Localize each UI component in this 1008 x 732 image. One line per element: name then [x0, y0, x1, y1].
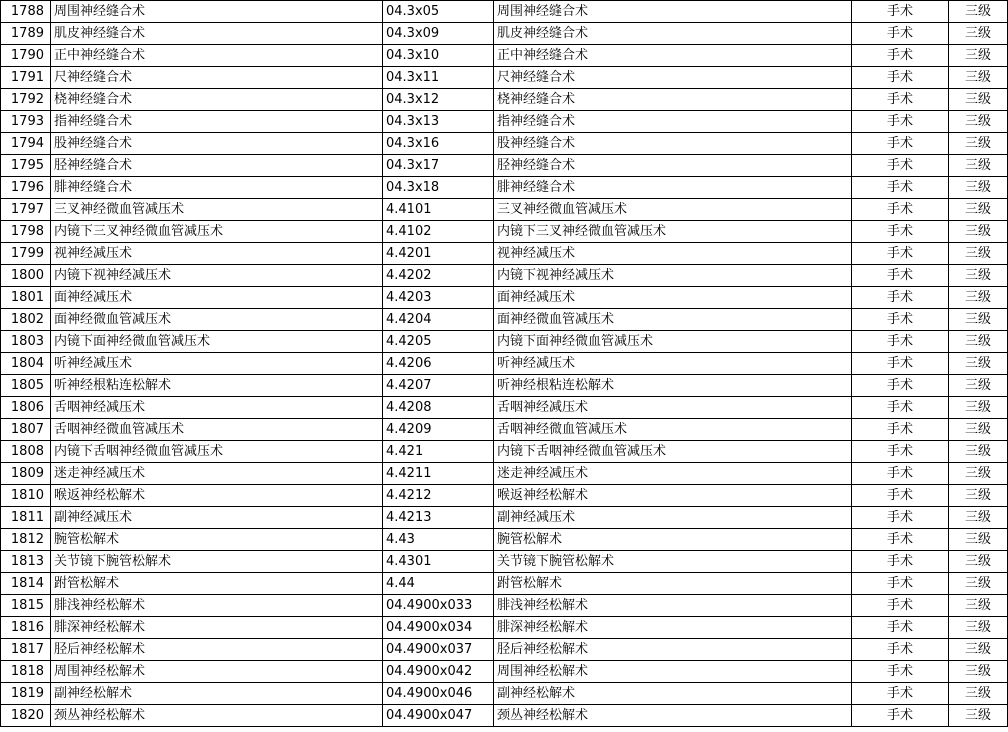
- table-row: [1, 397, 1008, 419]
- procedure-name-standard-cell[interactable]: 腕管松解术: [494, 529, 852, 551]
- procedure-type-cell[interactable]: 手术: [852, 155, 949, 177]
- procedure-code-cell[interactable]: 4.4202: [383, 265, 494, 287]
- procedure-name-standard-cell[interactable]: 副神经减压术: [494, 507, 852, 529]
- procedure-type-cell[interactable]: 手术: [852, 639, 949, 661]
- procedure-level-cell[interactable]: 三级: [949, 529, 1008, 551]
- procedure-name-standard-cell[interactable]: 肌皮神经缝合术: [494, 23, 852, 45]
- table-row: [1, 67, 1008, 89]
- procedure-type-cell[interactable]: 手术: [852, 331, 949, 353]
- table-row: [1, 661, 1008, 683]
- procedure-type-cell[interactable]: 手术: [852, 353, 949, 375]
- procedure-level-cell[interactable]: 三级: [949, 661, 1008, 683]
- table-row: [1, 485, 1008, 507]
- procedure-name-cell[interactable]: 周围神经松解术: [51, 661, 383, 683]
- table-row: [1, 551, 1008, 573]
- procedure-code-cell[interactable]: 04.3x13: [383, 111, 494, 133]
- procedure-type-cell[interactable]: 手术: [852, 111, 949, 133]
- procedure-level-cell[interactable]: 三级: [949, 221, 1008, 243]
- procedure-type-cell[interactable]: 手术: [852, 287, 949, 309]
- procedure-name-cell[interactable]: 腓深神经松解术: [51, 617, 383, 639]
- procedure-name-cell[interactable]: 跗管松解术: [51, 573, 383, 595]
- procedure-name-cell[interactable]: 副神经松解术: [51, 683, 383, 705]
- procedure-level-cell[interactable]: 三级: [949, 441, 1008, 463]
- table-row: [1, 309, 1008, 331]
- procedure-name-cell[interactable]: 腕管松解术: [51, 529, 383, 551]
- row-number-cell[interactable]: 1820: [1, 705, 51, 727]
- procedure-name-cell[interactable]: 周围神经缝合术: [51, 1, 383, 23]
- procedure-code-cell[interactable]: 4.4206: [383, 353, 494, 375]
- row-number-cell[interactable]: 1802: [1, 309, 51, 331]
- procedure-name-standard-cell[interactable]: 胫神经缝合术: [494, 155, 852, 177]
- procedure-type-cell[interactable]: 手术: [852, 45, 949, 67]
- procedure-type-cell[interactable]: 手术: [852, 441, 949, 463]
- row-number-cell[interactable]: 1805: [1, 375, 51, 397]
- table-row: [1, 1, 1008, 23]
- procedure-type-cell[interactable]: 手术: [852, 199, 949, 221]
- procedure-level-cell[interactable]: 三级: [949, 155, 1008, 177]
- procedure-type-cell[interactable]: 手术: [852, 243, 949, 265]
- procedure-type-cell[interactable]: 手术: [852, 573, 949, 595]
- procedure-type-cell[interactable]: 手术: [852, 1, 949, 23]
- procedure-name-standard-cell[interactable]: 内镜下面神经微血管减压术: [494, 331, 852, 353]
- procedure-code-cell[interactable]: 04.4900x046: [383, 683, 494, 705]
- procedure-type-cell[interactable]: 手术: [852, 375, 949, 397]
- procedure-name-standard-cell[interactable]: 腓深神经松解术: [494, 617, 852, 639]
- procedure-code-cell[interactable]: 4.4213: [383, 507, 494, 529]
- procedure-type-cell[interactable]: 手术: [852, 507, 949, 529]
- row-number-cell[interactable]: 1801: [1, 287, 51, 309]
- procedure-code-cell[interactable]: 4.44: [383, 573, 494, 595]
- row-number-cell[interactable]: 1812: [1, 529, 51, 551]
- procedure-level-cell[interactable]: 三级: [949, 705, 1008, 727]
- table-row: [1, 529, 1008, 551]
- procedure-level-cell[interactable]: 三级: [949, 89, 1008, 111]
- procedure-table-body: [1, 1, 1008, 727]
- table-row: [1, 23, 1008, 45]
- procedure-name-cell[interactable]: 腓神经缝合术: [51, 177, 383, 199]
- procedure-code-cell[interactable]: 04.4900x034: [383, 617, 494, 639]
- procedure-code-cell[interactable]: 04.4900x042: [383, 661, 494, 683]
- procedure-type-cell[interactable]: 手术: [852, 221, 949, 243]
- procedure-code-cell[interactable]: 04.3x10: [383, 45, 494, 67]
- procedure-name-standard-cell[interactable]: 颈丛神经松解术: [494, 705, 852, 727]
- row-number-cell[interactable]: 1796: [1, 177, 51, 199]
- row-number-cell[interactable]: 1791: [1, 67, 51, 89]
- table-row: [1, 375, 1008, 397]
- procedure-name-standard-cell[interactable]: 尺神经缝合术: [494, 67, 852, 89]
- procedure-code-cell[interactable]: 04.3x11: [383, 67, 494, 89]
- procedure-name-cell[interactable]: 内镜下舌咽神经微血管减压术: [51, 441, 383, 463]
- procedure-name-cell[interactable]: 三叉神经微血管减压术: [51, 199, 383, 221]
- procedure-level-cell[interactable]: 三级: [949, 265, 1008, 287]
- table-row: [1, 287, 1008, 309]
- procedure-name-cell[interactable]: 颈丛神经松解术: [51, 705, 383, 727]
- row-number-cell[interactable]: 1813: [1, 551, 51, 573]
- procedure-name-cell[interactable]: 迷走神经减压术: [51, 463, 383, 485]
- table-row: [1, 705, 1008, 727]
- procedure-name-cell[interactable]: 面神经减压术: [51, 287, 383, 309]
- procedure-level-cell[interactable]: 三级: [949, 463, 1008, 485]
- procedure-name-cell[interactable]: 内镜下三叉神经微血管减压术: [51, 221, 383, 243]
- procedure-type-cell[interactable]: 手术: [852, 529, 949, 551]
- procedure-code-cell[interactable]: 4.43: [383, 529, 494, 551]
- procedure-name-cell[interactable]: 股神经缝合术: [51, 133, 383, 155]
- procedure-level-cell[interactable]: 三级: [949, 111, 1008, 133]
- procedure-type-cell[interactable]: 手术: [852, 397, 949, 419]
- procedure-name-standard-cell[interactable]: 周围神经缝合术: [494, 1, 852, 23]
- procedure-name-standard-cell[interactable]: 三叉神经微血管减压术: [494, 199, 852, 221]
- procedure-name-standard-cell[interactable]: 内镜下舌咽神经微血管减压术: [494, 441, 852, 463]
- table-row: [1, 353, 1008, 375]
- procedure-type-cell[interactable]: 手术: [852, 485, 949, 507]
- procedure-level-cell[interactable]: 三级: [949, 243, 1008, 265]
- procedure-name-standard-cell[interactable]: 周围神经松解术: [494, 661, 852, 683]
- procedure-type-cell[interactable]: 手术: [852, 683, 949, 705]
- table-row: [1, 683, 1008, 705]
- row-number-cell[interactable]: 1800: [1, 265, 51, 287]
- row-number-cell[interactable]: 1815: [1, 595, 51, 617]
- procedure-type-cell[interactable]: 手术: [852, 617, 949, 639]
- procedure-type-cell[interactable]: 手术: [852, 265, 949, 287]
- procedure-code-cell[interactable]: 04.4900x033: [383, 595, 494, 617]
- row-number-cell[interactable]: 1790: [1, 45, 51, 67]
- table-row: [1, 221, 1008, 243]
- row-number-cell[interactable]: 1809: [1, 463, 51, 485]
- procedure-name-standard-cell[interactable]: 听神经减压术: [494, 353, 852, 375]
- procedure-code-cell[interactable]: 04.3x18: [383, 177, 494, 199]
- procedure-level-cell[interactable]: 三级: [949, 419, 1008, 441]
- table-row: [1, 45, 1008, 67]
- procedure-type-cell[interactable]: 手术: [852, 67, 949, 89]
- procedure-name-standard-cell[interactable]: 关节镜下腕管松解术: [494, 551, 852, 573]
- procedure-level-cell[interactable]: 三级: [949, 331, 1008, 353]
- procedure-code-cell[interactable]: 4.4102: [383, 221, 494, 243]
- procedure-code-cell[interactable]: 4.4201: [383, 243, 494, 265]
- table-row: [1, 441, 1008, 463]
- row-number-cell[interactable]: 1788: [1, 1, 51, 23]
- procedure-name-standard-cell[interactable]: 指神经缝合术: [494, 111, 852, 133]
- procedure-name-cell[interactable]: 听神经减压术: [51, 353, 383, 375]
- procedure-level-cell[interactable]: 三级: [949, 287, 1008, 309]
- row-number-cell[interactable]: 1814: [1, 573, 51, 595]
- procedure-type-cell[interactable]: 手术: [852, 463, 949, 485]
- procedure-code-cell[interactable]: 4.4203: [383, 287, 494, 309]
- procedure-level-cell[interactable]: 三级: [949, 617, 1008, 639]
- procedure-level-cell[interactable]: 三级: [949, 595, 1008, 617]
- procedure-level-cell[interactable]: 三级: [949, 573, 1008, 595]
- procedure-type-cell[interactable]: 手术: [852, 705, 949, 727]
- procedure-code-cell[interactable]: 04.3x09: [383, 23, 494, 45]
- row-number-cell[interactable]: 1819: [1, 683, 51, 705]
- procedure-level-cell[interactable]: 三级: [949, 45, 1008, 67]
- procedure-name-cell[interactable]: 桡神经缝合术: [51, 89, 383, 111]
- table-row: [1, 155, 1008, 177]
- procedure-name-standard-cell[interactable]: 喉返神经松解术: [494, 485, 852, 507]
- procedure-name-cell[interactable]: 喉返神经松解术: [51, 485, 383, 507]
- procedure-type-cell[interactable]: 手术: [852, 551, 949, 573]
- row-number-cell[interactable]: 1808: [1, 441, 51, 463]
- procedure-level-cell[interactable]: 三级: [949, 309, 1008, 331]
- procedure-level-cell[interactable]: 三级: [949, 1, 1008, 23]
- procedure-name-cell[interactable]: 内镜下面神经微血管减压术: [51, 331, 383, 353]
- row-number-cell[interactable]: 1803: [1, 331, 51, 353]
- procedure-name-cell[interactable]: 视神经减压术: [51, 243, 383, 265]
- procedure-type-cell[interactable]: 手术: [852, 661, 949, 683]
- table-row: [1, 199, 1008, 221]
- row-number-cell[interactable]: 1810: [1, 485, 51, 507]
- procedure-name-cell[interactable]: 舌咽神经减压术: [51, 397, 383, 419]
- procedure-level-cell[interactable]: 三级: [949, 67, 1008, 89]
- procedure-level-cell[interactable]: 三级: [949, 177, 1008, 199]
- table-row: [1, 463, 1008, 485]
- procedure-type-cell[interactable]: 手术: [852, 595, 949, 617]
- procedure-name-cell[interactable]: 正中神经缝合术: [51, 45, 383, 67]
- procedure-name-standard-cell[interactable]: 面神经减压术: [494, 287, 852, 309]
- table-row: [1, 639, 1008, 661]
- procedure-code-cell[interactable]: 4.4211: [383, 463, 494, 485]
- procedure-level-cell[interactable]: 三级: [949, 353, 1008, 375]
- procedure-code-cell[interactable]: 04.3x17: [383, 155, 494, 177]
- procedure-code-cell[interactable]: 04.3x05: [383, 1, 494, 23]
- procedure-level-cell[interactable]: 三级: [949, 199, 1008, 221]
- table-row: [1, 595, 1008, 617]
- procedure-name-cell[interactable]: 听神经根粘连松解术: [51, 375, 383, 397]
- procedure-code-cell[interactable]: 4.4205: [383, 331, 494, 353]
- procedure-name-standard-cell[interactable]: 桡神经缝合术: [494, 89, 852, 111]
- procedure-level-cell[interactable]: 三级: [949, 551, 1008, 573]
- procedure-level-cell[interactable]: 三级: [949, 639, 1008, 661]
- procedure-name-standard-cell[interactable]: 副神经松解术: [494, 683, 852, 705]
- procedure-level-cell[interactable]: 三级: [949, 397, 1008, 419]
- procedure-name-standard-cell[interactable]: 正中神经缝合术: [494, 45, 852, 67]
- procedure-name-standard-cell[interactable]: 面神经微血管减压术: [494, 309, 852, 331]
- procedure-name-standard-cell[interactable]: 腓神经缝合术: [494, 177, 852, 199]
- table-row: [1, 89, 1008, 111]
- procedure-name-cell[interactable]: 舌咽神经微血管减压术: [51, 419, 383, 441]
- procedure-level-cell[interactable]: 三级: [949, 485, 1008, 507]
- table-row: [1, 133, 1008, 155]
- row-number-cell[interactable]: 1807: [1, 419, 51, 441]
- procedure-name-cell[interactable]: 副神经减压术: [51, 507, 383, 529]
- row-number-cell[interactable]: 1804: [1, 353, 51, 375]
- procedure-code-cell[interactable]: 4.4209: [383, 419, 494, 441]
- table-row: [1, 111, 1008, 133]
- table-row: [1, 177, 1008, 199]
- procedure-name-cell[interactable]: 尺神经缝合术: [51, 67, 383, 89]
- procedure-name-standard-cell[interactable]: 听神经根粘连松解术: [494, 375, 852, 397]
- procedure-type-cell[interactable]: 手术: [852, 133, 949, 155]
- procedure-name-cell[interactable]: 内镜下视神经减压术: [51, 265, 383, 287]
- row-number-cell[interactable]: 1811: [1, 507, 51, 529]
- procedure-name-standard-cell[interactable]: 舌咽神经减压术: [494, 397, 852, 419]
- procedure-type-cell[interactable]: 手术: [852, 309, 949, 331]
- procedure-code-cell[interactable]: 04.4900x047: [383, 705, 494, 727]
- procedure-name-standard-cell[interactable]: 视神经减压术: [494, 243, 852, 265]
- procedure-level-cell[interactable]: 三级: [949, 683, 1008, 705]
- row-number-cell[interactable]: 1816: [1, 617, 51, 639]
- row-number-cell[interactable]: 1793: [1, 111, 51, 133]
- procedure-code-cell[interactable]: 04.3x12: [383, 89, 494, 111]
- row-number-cell[interactable]: 1795: [1, 155, 51, 177]
- procedure-code-cell[interactable]: 4.4204: [383, 309, 494, 331]
- procedure-code-cell[interactable]: 4.4212: [383, 485, 494, 507]
- row-number-cell[interactable]: 1799: [1, 243, 51, 265]
- row-number-cell[interactable]: 1792: [1, 89, 51, 111]
- procedure-type-cell[interactable]: 手术: [852, 89, 949, 111]
- procedure-code-cell[interactable]: 04.4900x037: [383, 639, 494, 661]
- row-number-cell[interactable]: 1806: [1, 397, 51, 419]
- row-number-cell[interactable]: 1797: [1, 199, 51, 221]
- procedure-type-cell[interactable]: 手术: [852, 23, 949, 45]
- procedure-name-standard-cell[interactable]: 内镜下视神经减压术: [494, 265, 852, 287]
- procedure-level-cell[interactable]: 三级: [949, 23, 1008, 45]
- row-number-cell[interactable]: 1818: [1, 661, 51, 683]
- procedure-name-standard-cell[interactable]: 胫后神经松解术: [494, 639, 852, 661]
- procedure-type-cell[interactable]: 手术: [852, 177, 949, 199]
- procedure-level-cell[interactable]: 三级: [949, 133, 1008, 155]
- table-row: [1, 507, 1008, 529]
- procedure-code-cell[interactable]: 04.3x16: [383, 133, 494, 155]
- procedure-type-cell[interactable]: 手术: [852, 419, 949, 441]
- table-row: [1, 331, 1008, 353]
- table-row: [1, 573, 1008, 595]
- row-number-cell[interactable]: 1794: [1, 133, 51, 155]
- procedure-name-standard-cell[interactable]: 内镜下三叉神经微血管减压术: [494, 221, 852, 243]
- procedure-name-cell[interactable]: 指神经缝合术: [51, 111, 383, 133]
- procedure-name-standard-cell[interactable]: 腓浅神经松解术: [494, 595, 852, 617]
- procedure-name-cell[interactable]: 关节镜下腕管松解术: [51, 551, 383, 573]
- procedure-name-standard-cell[interactable]: 股神经缝合术: [494, 133, 852, 155]
- procedure-code-cell[interactable]: 4.4207: [383, 375, 494, 397]
- table-row: [1, 243, 1008, 265]
- procedure-code-cell[interactable]: 4.4208: [383, 397, 494, 419]
- procedure-name-cell[interactable]: 肌皮神经缝合术: [51, 23, 383, 45]
- procedure-name-cell[interactable]: 面神经微血管减压术: [51, 309, 383, 331]
- procedure-name-standard-cell[interactable]: 迷走神经减压术: [494, 463, 852, 485]
- procedure-name-cell[interactable]: 腓浅神经松解术: [51, 595, 383, 617]
- procedure-name-standard-cell[interactable]: 舌咽神经微血管减压术: [494, 419, 852, 441]
- procedure-level-cell[interactable]: 三级: [949, 507, 1008, 529]
- table-row: [1, 617, 1008, 639]
- procedure-code-cell[interactable]: 4.421: [383, 441, 494, 463]
- row-number-cell[interactable]: 1798: [1, 221, 51, 243]
- procedure-level-cell[interactable]: 三级: [949, 375, 1008, 397]
- table-row: [1, 419, 1008, 441]
- row-number-cell[interactable]: 1817: [1, 639, 51, 661]
- procedure-code-cell[interactable]: 4.4301: [383, 551, 494, 573]
- procedure-code-cell[interactable]: 4.4101: [383, 199, 494, 221]
- procedure-name-cell[interactable]: 胫神经缝合术: [51, 155, 383, 177]
- procedure-name-standard-cell[interactable]: 跗管松解术: [494, 573, 852, 595]
- table-row: [1, 265, 1008, 287]
- procedure-name-cell[interactable]: 胫后神经松解术: [51, 639, 383, 661]
- row-number-cell[interactable]: 1789: [1, 23, 51, 45]
